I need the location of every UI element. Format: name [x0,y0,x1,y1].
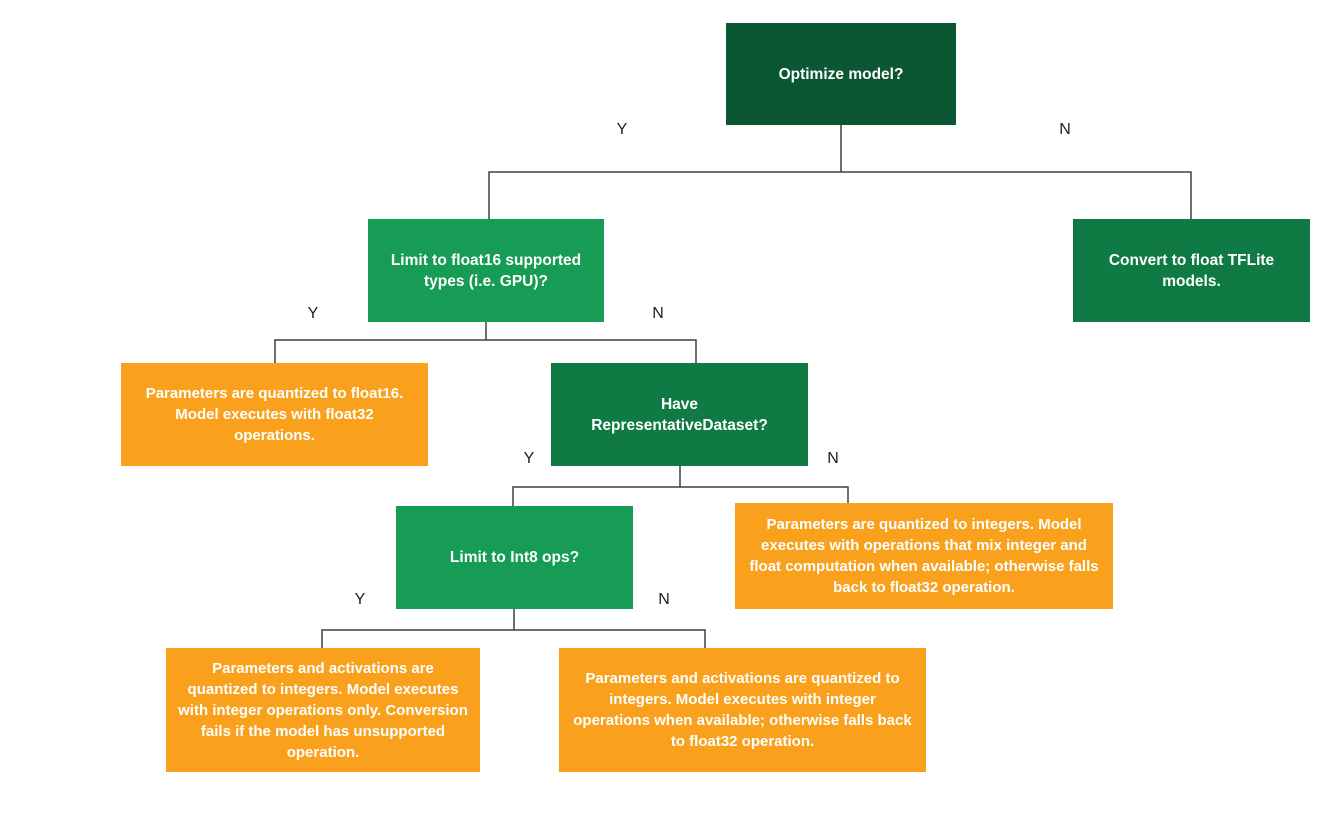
edge-optimize-branches [489,172,1191,219]
decision-node-optimize-model: Optimize model? [726,23,956,125]
edge-label-float16-yes: Y [307,305,319,322]
result-node-integer-with-fallback: Parameters and activations are quantized to integers. Model executes with integer operations when available; otherwise falls back to float32 operation. [559,648,926,772]
edge-label-int8-no: N [658,591,670,608]
edge-label-int8-yes: Y [354,591,366,608]
edge-float16-branches [275,340,696,363]
decision-node-limit-int8-ops: Limit to Int8 ops? [396,506,633,609]
edge-label-optimize-yes: Y [616,121,628,138]
result-node-float16-quantization: Parameters are quantized to float16. Model executes with float32 operations. [121,363,428,466]
decision-node-representative-dataset: Have RepresentativeDataset? [551,363,808,466]
result-node-integer-only: Parameters and activations are quantized to integers. Model executes with integer operations only. Conversion fails if the model has unsupported operation. [166,648,480,772]
result-node-convert-float-tflite: Convert to float TFLite models. [1073,219,1310,322]
edge-label-float16-no: N [652,305,664,322]
decision-node-limit-float16: Limit to float16 supported types (i.e. GPU)? [368,219,604,322]
edge-label-dataset-no: N [827,450,839,467]
edge-label-optimize-no: N [1059,121,1071,138]
result-node-mixed-integer-float: Parameters are quantized to integers. Model executes with operations that mix integer and float computation when available; otherwise falls back to float32 operation. [735,503,1113,609]
edge-label-dataset-yes: Y [523,450,535,467]
edge-int8-branches [322,630,705,648]
